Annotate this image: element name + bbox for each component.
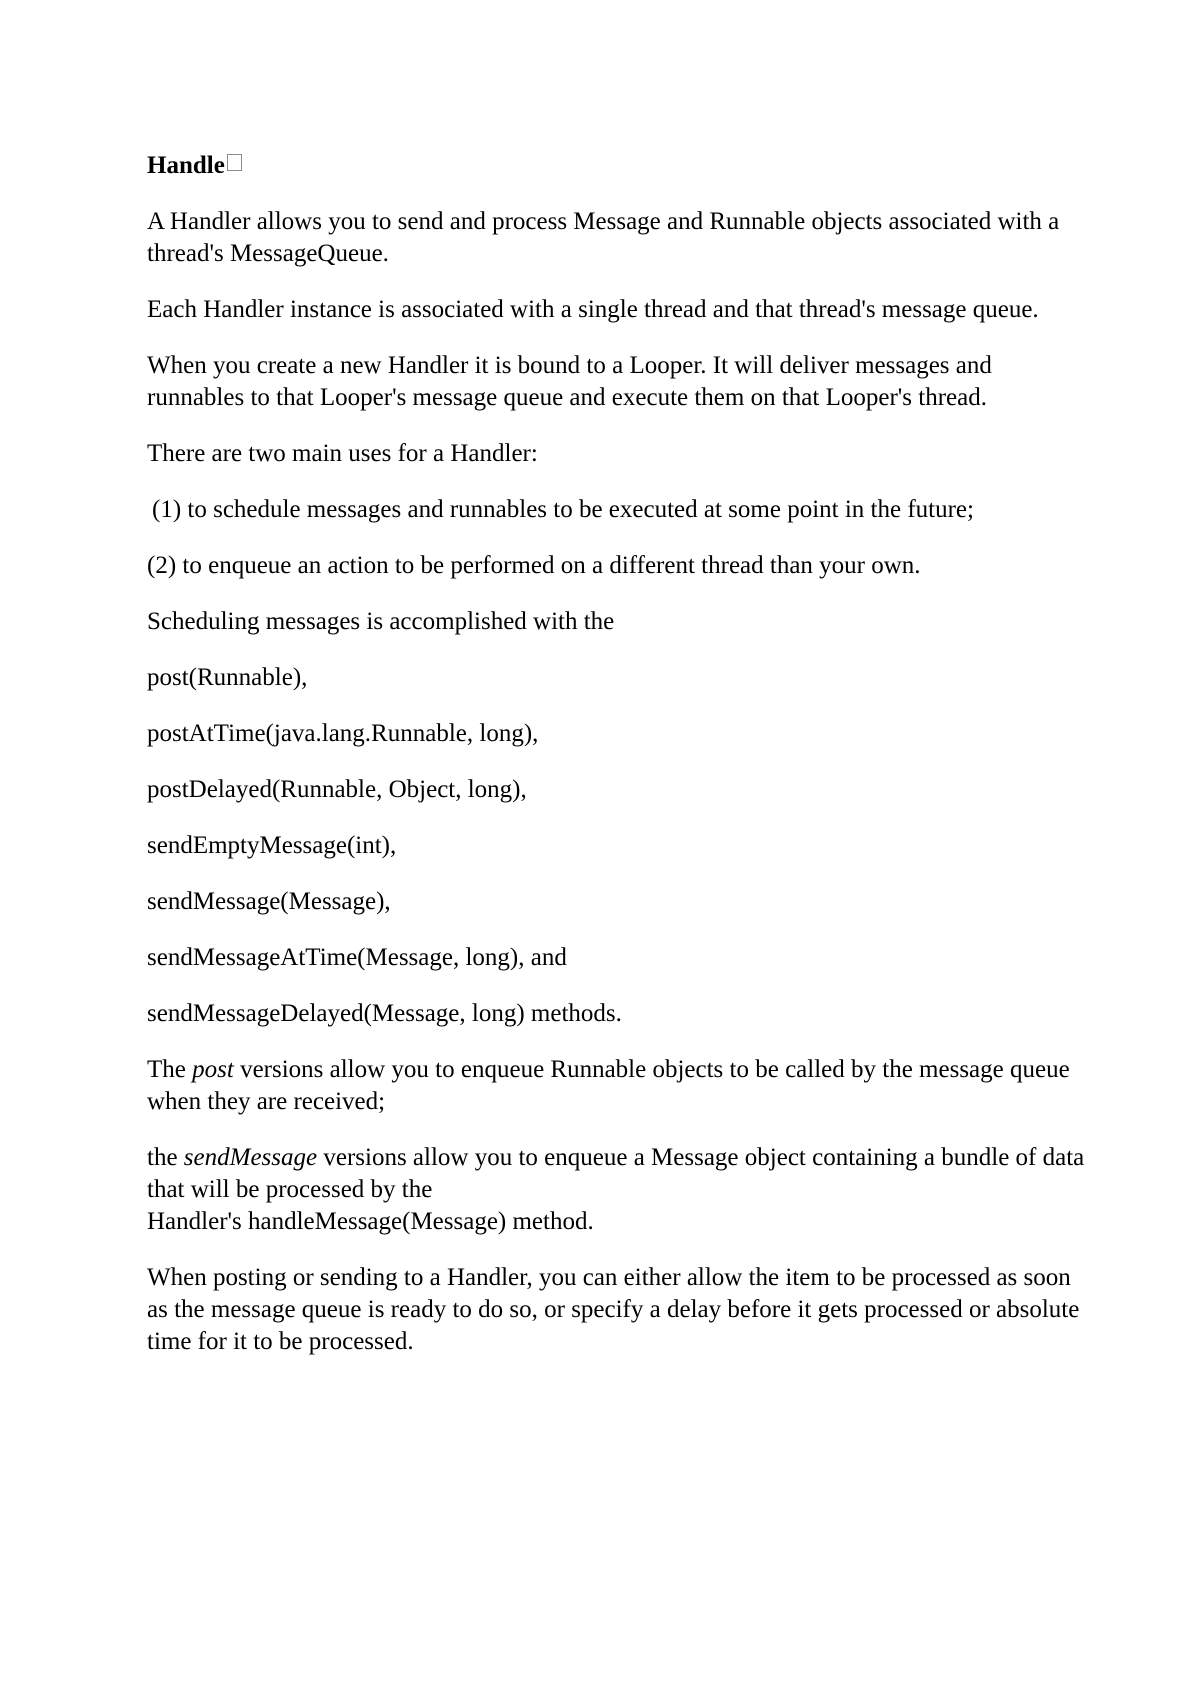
paragraph-instance: Each Handler instance is associated with a single thread and that thread's message queue.	[147, 296, 1039, 323]
sendmessage-italic-text: sendMessage	[183, 1144, 318, 1171]
method-post-delayed: postDelayed(Runnable, Object, long),	[147, 776, 527, 803]
paragraph-posting-sending: When posting or sending to a Handler, you can either allow the item to be processed as soon as the message queue is ready to do so, or specify a delay before it gets processed or absolute time for it to be processed.	[147, 1264, 1080, 1355]
paragraph-uses: There are two main uses for a Handler:	[147, 440, 538, 467]
paragraph-post-versions	[147, 1054, 1087, 1118]
paragraph-use-1: (1) to schedule messages and runnables to be executed at some point in the future;	[152, 496, 974, 523]
sendmessage-after-text: versions allow you to enqueue a Message object containing a bundle of data that will be processed by the	[147, 1144, 1085, 1203]
post-italic-text: post	[192, 1056, 234, 1083]
method-send-message: sendMessage(Message),	[147, 888, 391, 915]
method-post: post(Runnable),	[147, 664, 308, 691]
paragraph-scheduling: Scheduling messages is accomplished with the	[147, 608, 615, 635]
document-body	[147, 150, 1087, 1382]
method-send-message-at-time: sendMessageAtTime(Message, long), and	[147, 944, 567, 971]
method-post-at-time: postAtTime(java.lang.Runnable, long),	[147, 720, 539, 747]
paragraph-use-2: (2) to enqueue an action to be performed on a different thread than your own.	[147, 552, 921, 579]
paragraph-intro: A Handler allows you to send and process Message and Runnable objects associated with a thread's MessageQueue.	[147, 208, 1060, 267]
placeholder-box-icon	[227, 154, 242, 171]
method-send-message-delayed: sendMessageDelayed(Message, long) methods.	[147, 1000, 622, 1027]
sendmessage-before-text: the	[147, 1144, 184, 1171]
sendmessage-line2-text: Handler's handleMessage(Message) method.	[147, 1208, 594, 1235]
title-text: Handle	[147, 152, 225, 179]
paragraph-looper: When you create a new Handler it is bound to a Looper. It will deliver messages and runnables to that Looper's message queue and execute them on that Looper's thread.	[147, 352, 992, 411]
method-send-empty-message: sendEmptyMessage(int),	[147, 832, 397, 859]
post-after-text: versions allow you to enqueue Runnable objects to be called by the message queue when they are received;	[147, 1056, 1070, 1115]
post-before-text: The	[147, 1056, 193, 1083]
paragraph-sendmessage-versions	[147, 1142, 1087, 1238]
document-title	[147, 150, 1087, 182]
